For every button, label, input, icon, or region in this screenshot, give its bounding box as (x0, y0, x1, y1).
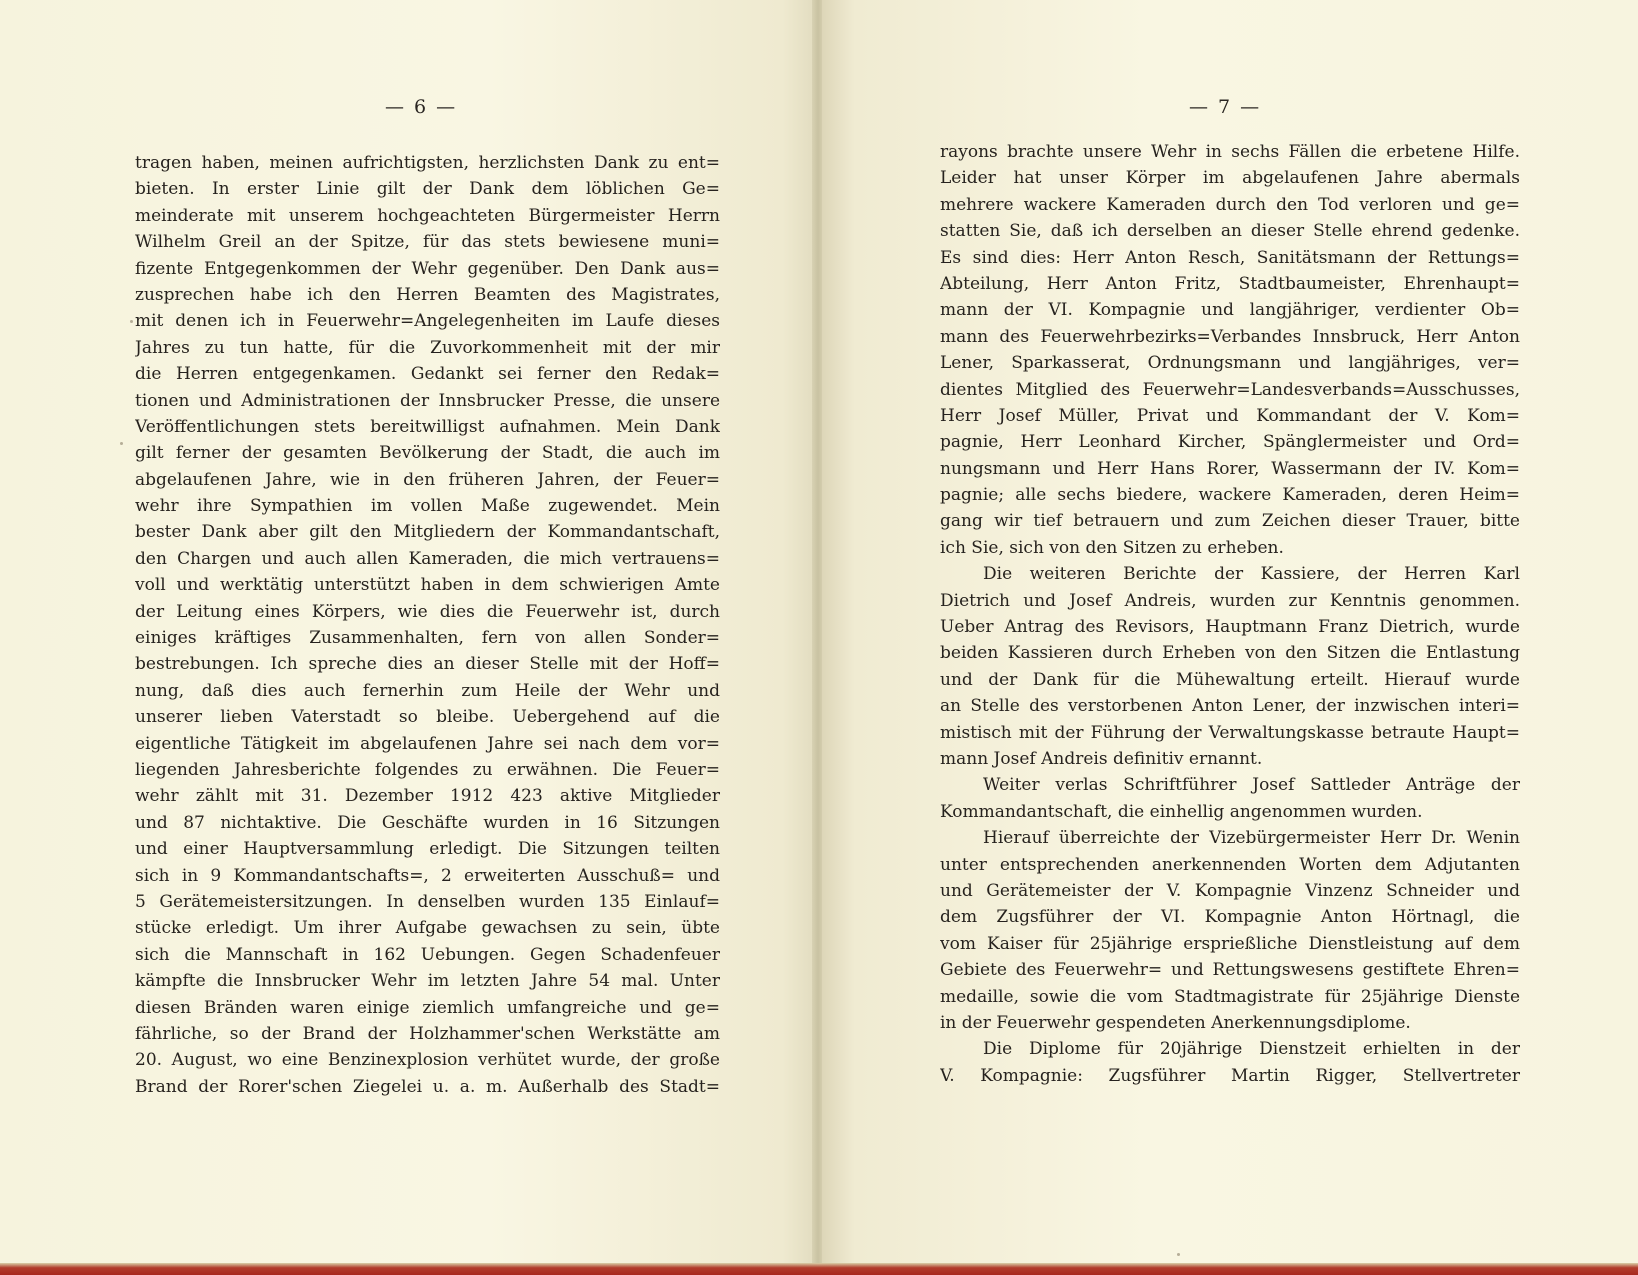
text-line: mistisch mit der Führung der Verwaltungskasse betraute Haupt= (940, 722, 1520, 743)
text-line: liegenden Jahresberichte folgendes zu erwähnen. Die Feuer= (135, 759, 720, 780)
paper-speck (1177, 1253, 1180, 1256)
text-line: gilt ferner der gesamten Bevölkerung der Stadt, die auch im (135, 443, 720, 464)
text-line: fährliche, so der Brand der Holzhammer'schen Werkstätte am (135, 1023, 720, 1044)
page-number-left: — 6 — (385, 96, 458, 118)
text-line: Die weiteren Berichte der Kassiere, der Herren Karl (983, 564, 1520, 585)
text-line: zusprechen habe ich den Herren Beamten des Magistrates, (135, 284, 720, 305)
text-line: den Chargen und auch allen Kameraden, die mich vertrauens= (135, 548, 720, 569)
text-line: Jahres zu tun hatte, für die Zuvorkommenheit mit der mir (135, 337, 720, 358)
text-line: kämpfte die Innsbrucker Wehr im letzten Jahre 54 mal. Unter (135, 971, 720, 992)
text-line: stücke erledigt. Um ihrer Aufgabe gewachsen zu sein, übte (135, 918, 720, 939)
text-line: mann des Feuerwehrbezirks=Verbandes Innsbruck, Herr Anton (940, 326, 1520, 347)
text-line: tragen haben, meinen aufrichtigsten, herzlichsten Dank zu ent= (135, 153, 720, 173)
text-line: Die Diplome für 20jährige Dienstzeit erhielten in der (983, 1039, 1520, 1060)
text-line: Weiter verlas Schriftführer Josef Sattleder Anträge der (983, 775, 1520, 796)
text-line: diesen Bränden waren einige ziemlich umfangreiche und ge= (135, 997, 720, 1018)
book-bottom-edge (0, 1263, 1638, 1275)
text-line: Veröffentlichungen stets bereitwilligst aufnahmen. Mein Dank (135, 416, 720, 437)
paper-speck (120, 442, 123, 445)
text-line: die Herren entgegenkamen. Gedankt sei ferner den Redak= (135, 364, 720, 385)
page-number-right: — 7 — (1189, 96, 1262, 118)
text-line: sich die Mannschaft in 162 Uebungen. Gegen Schadenfeuer (135, 944, 720, 965)
text-line: mit denen ich in Feuerwehr=Angelegenheiten im Laufe dieses (135, 311, 720, 332)
right-page (822, 0, 1638, 1263)
text-line: bestrebungen. Ich spreche dies an dieser Stelle mit der Hoff= (135, 654, 720, 675)
text-line: 5 Gerätemeistersitzungen. In denselben wurden 135 Einlauf= (135, 891, 720, 912)
text-line: abgelaufenen Jahre, wie in den früheren Jahren, der Feuer= (135, 469, 720, 490)
text-line: eigentliche Tätigkeit im abgelaufenen Jahre sei nach dem vor= (135, 733, 720, 754)
left-page (0, 0, 815, 1263)
text-line: mann Josef Andreis definitiv ernannt. (940, 748, 1263, 769)
text-line: der Leitung eines Körpers, wie dies die Feuerwehr ist, durch (135, 601, 720, 622)
text-line: Dietrich und Josef Andreis, wurden zur Kenntnis genommen. (940, 590, 1520, 611)
text-line: Hierauf überreichte der Vizebürgermeister Herr Dr. Wenin (983, 828, 1520, 849)
text-line: bester Dank aber gilt den Mitgliedern der Kommandantschaft, (135, 522, 720, 543)
text-line: an Stelle des verstorbenen Anton Lener, der inzwischen interi= (940, 696, 1520, 717)
left-page-text (135, 150, 720, 1100)
text-line: statten Sie, daß ich derselben an dieser Stelle ehrend gedenke. (940, 221, 1520, 242)
text-line: beiden Kassieren durch Erheben von den Sitzen die Entlastung (940, 643, 1520, 664)
text-line: tionen und Administrationen der Innsbrucker Presse, die unsere (135, 390, 720, 411)
text-line: Leider hat unser Körper im abgelaufenen Jahre abermals (940, 168, 1520, 189)
text-line: dientes Mitglied des Feuerwehr=Landesverbands=Ausschusses, (940, 379, 1520, 400)
right-page-text (940, 139, 1520, 1089)
text-line: wehr zählt mit 31. Dezember 1912 423 aktive Mitglieder (135, 786, 720, 807)
paper-speck (130, 320, 133, 323)
text-line: unserer lieben Vaterstadt so bleibe. Uebergehend auf die (135, 707, 720, 728)
text-line: ich Sie, sich von den Sitzen zu erheben. (940, 537, 1284, 558)
text-line: fizente Entgegenkommen der Wehr gegenüber. Den Dank aus= (135, 258, 720, 279)
text-line: Es sind dies: Herr Anton Resch, Sanitätsmann der Rettungs= (940, 247, 1520, 268)
text-line: medaille, sowie die vom Stadtmagistrate für 25jährige Dienste (940, 986, 1520, 1007)
text-line: mehrere wackere Kameraden durch den Tod verloren und ge= (940, 194, 1520, 215)
text-line: und 87 nichtaktive. Die Geschäfte wurden in 16 Sitzungen (135, 812, 720, 833)
text-line: Wilhelm Greil an der Spitze, für das stets bewiesene muni= (135, 232, 720, 253)
text-line: V. Kompagnie: Zugsführer Martin Rigger, Stellvertreter (940, 1065, 1520, 1086)
text-line: und der Dank für die Mühewaltung erteilt. Hierauf wurde (940, 669, 1520, 690)
text-line: voll und werktätig unterstützt haben in dem schwierigen Amte (135, 575, 720, 596)
text-line: einiges kräftiges Zusammenhalten, fern von allen Sonder= (135, 628, 720, 649)
text-line: gang wir tief betrauern und zum Zeichen dieser Trauer, bitte (940, 511, 1520, 532)
text-line: 20. August, wo eine Benzinexplosion verhütet wurde, der große (135, 1050, 720, 1071)
text-line: in der Feuerwehr gespendeten Anerkennungsdiplome. (940, 1012, 1411, 1033)
text-line: pagnie, Herr Leonhard Kircher, Spänglermeister und Ord= (940, 432, 1520, 453)
text-line: bieten. In erster Linie gilt der Dank dem löblichen Ge= (135, 179, 720, 200)
text-line: nung, daß dies auch fernerhin zum Heile der Wehr und (135, 680, 720, 701)
text-line: Gebiete des Feuerwehr= und Rettungswesens gestiftete Ehren= (940, 960, 1520, 981)
text-line: vom Kaiser für 25jährige ersprießliche Dienstleistung auf dem (940, 933, 1520, 954)
text-line: und Gerätemeister der V. Kompagnie Vinzenz Schneider und (940, 880, 1520, 901)
text-line: und einer Hauptversammlung erledigt. Die Sitzungen teilten (135, 839, 720, 860)
text-line: Brand der Rorer'schen Ziegelei u. a. m. Außerhalb des Stadt= (135, 1076, 720, 1097)
text-line: unter entsprechenden anerkennenden Worten dem Adjutanten (940, 854, 1520, 875)
text-line: wehr ihre Sympathien im vollen Maße zugewendet. Mein (135, 496, 720, 517)
text-line: Lener, Sparkasserat, Ordnungsmann und langjähriges, ver= (940, 353, 1520, 374)
text-line: pagnie; alle sechs biedere, wackere Kameraden, deren Heim= (940, 485, 1520, 506)
text-line: rayons brachte unsere Wehr in sechs Fällen die erbetene Hilfe. (940, 142, 1520, 162)
text-line: sich in 9 Kommandantschafts=, 2 erweiterten Ausschuß= und (135, 865, 720, 886)
text-line: Herr Josef Müller, Privat und Kommandant der V. Kom= (940, 405, 1520, 426)
text-line: meinderate mit unserem hochgeachteten Bürgermeister Herrn (135, 205, 720, 226)
text-line: nungsmann und Herr Hans Rorer, Wassermann der IV. Kom= (940, 458, 1520, 479)
text-line: Ueber Antrag des Revisors, Hauptmann Franz Dietrich, wurde (940, 617, 1520, 638)
text-line: Abteilung, Herr Anton Fritz, Stadtbaumeister, Ehrenhaupt= (940, 273, 1520, 294)
text-line: mann der VI. Kompagnie und langjähriger, verdienter Ob= (940, 300, 1520, 321)
text-line: dem Zugsführer der VI. Kompagnie Anton Hörtnagl, die (940, 907, 1520, 928)
text-line: Kommandantschaft, die einhellig angenommen wurden. (940, 801, 1423, 822)
